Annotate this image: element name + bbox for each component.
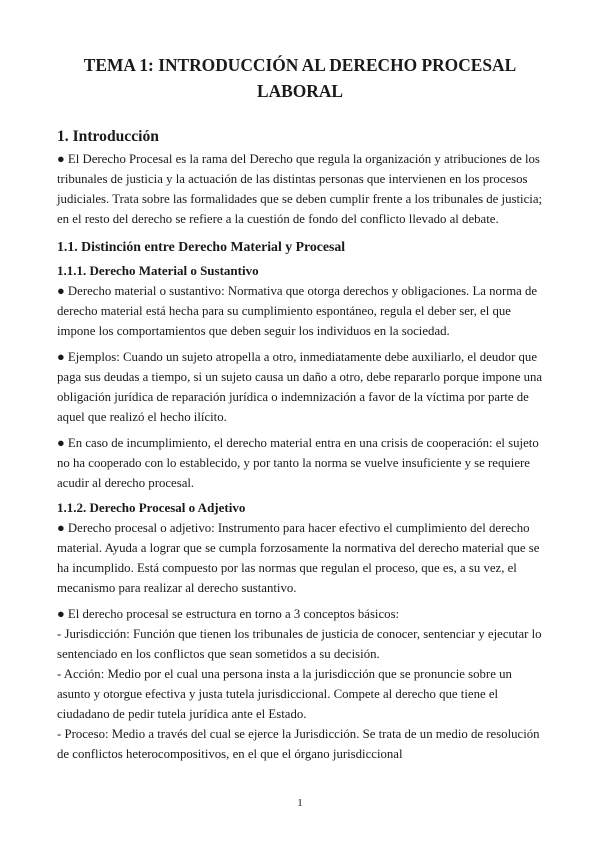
paragraph-procesal-conceptos: ● El derecho procesal se estructura en torno a 3 conceptos básicos: xyxy=(57,607,400,621)
section-heading-material: 1.1.1. Derecho Material o Sustantivo xyxy=(57,263,259,278)
list-item-accion: - Acción: Medio por el cual una persona insta a la jurisdicción que se pronuncie sobre un asunto y otorgue efectiva y justa tutela jurisdiccional. Compete al derecho que tiene el ciudadano de pedir tutela jurídica ante el Estado. xyxy=(57,667,512,721)
section-heading-introduccion: 1. Introducción xyxy=(57,128,159,145)
section-heading-procesal: 1.1.2. Derecho Procesal o Adjetivo xyxy=(57,500,246,515)
paragraph-intro: ● El Derecho Procesal es la rama del Derecho que regula la organización y atribuciones de los tribunales de justicia y la actuación de las distintas personas que intervienen en los procesos judiciales. Trata sobre las formalidades que se deben cumplir frente a los tribunales de justicia; en el resto del derecho se refiere a la cuestión de fondo del conflicto llevado al debate. xyxy=(57,152,543,226)
document-page xyxy=(57,52,543,764)
section-heading-distincion: 1.1. Distinción entre Derecho Material y Procesal xyxy=(57,239,346,254)
paragraph-procesal-definicion: ● Derecho procesal o adjetivo: Instrumento para hacer efectivo el cumplimiento del derecho material. Ayuda a lograr que se cumpla forzosamente la normativa del derecho material que se ha incumplido. Está compuesto por las normas que regulan el proceso, que es, a su vez, el mecanismo para realizar al derecho sustantivo. xyxy=(57,521,540,595)
list-item-jurisdiccion: - Jurisdicción: Función que tienen los tribunales de justicia de conocer, sentenciar y ejecutar lo sentenciado en los conflictos que sean sometidos a su decisión. xyxy=(57,627,542,661)
paragraph-material-incumplimiento: ● En caso de incumplimiento, el derecho material entra en una crisis de cooperación: el sujeto no ha cooperado con lo establecido, y por tanto la norma se vuelve insuficiente y se requiere acudir al derecho procesal. xyxy=(57,436,539,490)
paragraph-material-ejemplos: ● Ejemplos: Cuando un sujeto atropella a otro, inmediatamente debe auxiliarlo, el deudor que paga sus deudas a tiempo, si un sujeto causa un daño a otro, debe repararlo porque impone una obligación jurídica de reparación jurídica o indemnización a favor de la víctima por parte de aquel que realizó el hecho ilícito. xyxy=(57,350,543,424)
list-item-proceso: - Proceso: Medio a través del cual se ejerce la Jurisdicción. Se trata de un medio de resolución de conflictos heterocompositivos, en el que el órgano jurisdiccional xyxy=(57,727,540,761)
paragraph-material-definicion: ● Derecho material o sustantivo: Normativa que otorga derechos y obligaciones. La norma de derecho material está hecha para su cumplimiento espontáneo, regula el deber ser, el que impone los comportamientos que deben seguir los individuos en la sociedad. xyxy=(57,284,538,338)
document-title: TEMA 1: INTRODUCCIÓN AL DERECHO PROCESAL LABORAL xyxy=(83,55,517,101)
page-number: 1 xyxy=(297,797,303,809)
